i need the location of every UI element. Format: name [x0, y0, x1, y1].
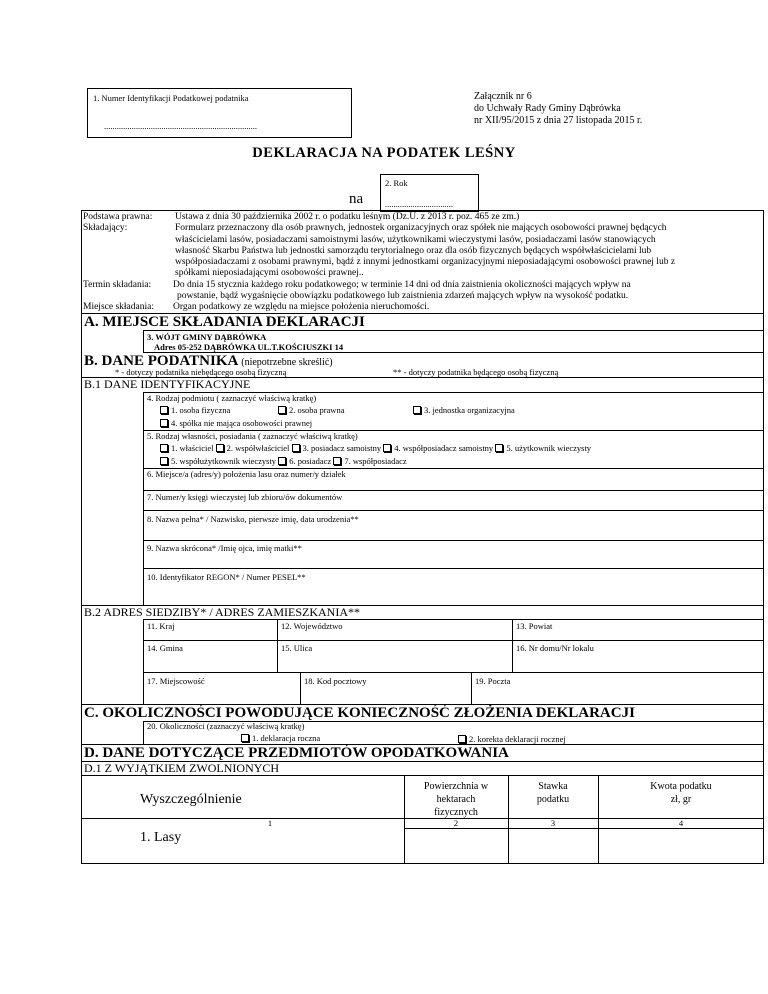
section-b-title-text: B. DANE PODATNIKA	[84, 353, 238, 369]
b2-title: B.2 ADRES SIEDZIBY* / ADRES ZAMIESZKANIA**	[84, 605, 361, 619]
c-option-1-label: 1. deklaracja roczna	[252, 733, 321, 743]
legal-label: Podstawa prawna:	[83, 212, 153, 222]
nip-field[interactable]	[87, 88, 352, 138]
f5-option-2[interactable]: 2. współwłaściciel	[226, 443, 290, 453]
submitter-text-2: właścicielami lasów, posiadaczami samoistnymi lasów, użytkownikami wieczystymi lasów, posiadaczami lasów stanowiących	[175, 235, 656, 245]
f5-option-7[interactable]: 6. posiadacz	[289, 456, 332, 466]
nip-dots: ........................................................................	[104, 121, 257, 131]
f5-option-6[interactable]: 5. współużytkownik wieczysty	[171, 456, 277, 466]
section-b-title-note: (niepotrzebne skreślić)	[241, 357, 333, 368]
col-header-1: Wyszczególnienie	[140, 792, 242, 807]
c-option-2[interactable]	[458, 734, 566, 744]
submitter-text-4: współposiadaczami z osobami prawnymi, bądź z innymi jednostkami organizacyjnymi nieposiadającymi osobowości prawnej lub z	[175, 257, 676, 267]
annex-line-3: nr XII/95/2015 z dnia 27 listopada 2015 r.	[474, 115, 643, 126]
col-header-2-l2: hektarach	[436, 794, 476, 805]
field-18[interactable]: 18. Kod pocztowy	[304, 676, 367, 686]
field-8[interactable]: 8. Nazwa pełna* / Nazwisko, pierwsze imię, data urodzenia**	[147, 514, 359, 524]
col-header-3-l2: podatku	[536, 794, 570, 805]
col-number-2: 2	[453, 818, 459, 828]
field-5-label: 5. Rodzaj własności, posiadania ( zaznaczyć właściwą kratkę)	[147, 431, 358, 441]
col-header-4-l1: Kwota podatku	[650, 781, 712, 792]
col-header-2-l1: Powierzchnia w	[423, 781, 489, 792]
f4-option-2[interactable]	[278, 405, 344, 415]
field-20-label: 20. Okoliczności (zaznaczyć właściwą kratkę)	[147, 721, 305, 731]
d1-title: D.1 Z WYJĄTKIEM ZWOLNIONYCH	[84, 761, 280, 775]
f5-option-1[interactable]: 1. właściciel	[171, 443, 214, 453]
checkbox-icon[interactable]	[292, 444, 300, 452]
section-a-title: A. MIEJSCE SKŁADANIA DEKLARACJI	[84, 314, 365, 330]
annex-line-2: do Uchwały Rady Gminy Dąbrówka	[474, 103, 621, 114]
c-option-2-label: 2. korekta deklaracji rocznej	[469, 734, 566, 744]
field-6[interactable]: 6. Miejsce/a (adres/y) położenia lasu oraz numer/y działek	[147, 469, 346, 479]
f5-option-8[interactable]: 7. współposiadacz	[344, 456, 407, 466]
row-lasy-label: 1. Lasy	[140, 830, 182, 845]
col-header-4-l2: zł, gr	[670, 794, 692, 805]
f5-options-row-1	[160, 443, 591, 453]
year-label: 2. Rok	[385, 178, 408, 188]
field-19[interactable]: 19. Poczta	[475, 676, 511, 686]
field-13[interactable]: 13. Powiat	[516, 621, 553, 631]
c-option-1[interactable]	[241, 733, 320, 743]
annex-line-1: Załącznik nr 6	[474, 91, 532, 102]
deadline-text-2: powstanie, bądź wygaśnięcie obowiązku podatkowego lub zaistnienia zdarzeń mających wpływ na wysokość podatku.	[177, 291, 629, 301]
field-3	[143, 330, 764, 353]
checkbox-icon[interactable]	[160, 406, 168, 414]
checkbox-icon[interactable]	[160, 457, 168, 465]
year-dots: ................................	[385, 199, 453, 209]
col-number-3: 3	[550, 818, 556, 828]
submitter-label: Składający:	[83, 223, 128, 233]
f4-option-3[interactable]	[413, 405, 515, 415]
field-4-label: 4. Rodzaj podmiotu ( zaznaczyć właściwą kratkę)	[147, 393, 317, 403]
checkbox-icon[interactable]	[241, 734, 249, 742]
field-17[interactable]: 17. Miejscowość	[147, 676, 205, 686]
checkbox-icon[interactable]	[216, 444, 224, 452]
section-c-title: C. OKOLICZNOŚCI POWODUJĄCE KONIECZNOŚĆ ZŁOŻENIA DEKLARACJI	[84, 705, 635, 721]
section-b-note-right: ** - dotyczy podatnika będącego osobą fizyczną	[393, 367, 559, 377]
f4-option-3-label: 3. jednostka organizacyjna	[424, 405, 515, 415]
col-number-4: 4	[678, 818, 684, 828]
f4-option-4[interactable]	[160, 418, 312, 428]
checkbox-icon[interactable]	[495, 444, 503, 452]
nip-label: 1. Numer Identyfikacji Podatkowej podatnika	[93, 93, 249, 103]
field-3-line-1: 3. WÓJT GMINY DĄBRÓWKA	[147, 332, 267, 342]
place-label: Miejsce składania:	[83, 302, 154, 312]
field-7[interactable]: 7. Numer/y księgi wieczystej lub zbioru/ów dokumentów	[147, 492, 343, 502]
checkbox-icon[interactable]	[333, 457, 341, 465]
page-title: DEKLARACJA NA PODATEK LEŚNY	[252, 145, 516, 161]
f5-options-row-2	[160, 456, 407, 466]
col-header-3-l1: Stawka	[538, 781, 568, 792]
field-15[interactable]: 15. Ulica	[281, 643, 313, 653]
field-12[interactable]: 12. Województwo	[281, 621, 343, 631]
f4-option-2-label: 2. osoba prawna	[289, 405, 345, 415]
f4-option-4-label: 4. spółka nie mająca osobowości prawnej	[171, 418, 313, 428]
legal-text: Ustawa z dnia 30 października 2002 r. o podatku leśnym (Dz.U. z 2013 r. poz. 465 ze zm.)	[175, 212, 520, 222]
field-10[interactable]: 10. Identyfikator REGON* / Numer PESEL**	[147, 572, 306, 582]
submitter-text-3: własność Skarbu Państwa lub jednostki samorządu terytorialnego oraz dla osób fizycznych będących współwłaścicielami lub	[175, 246, 652, 256]
section-d-title: D. DANE DOTYCZĄCE PRZEDMIOTÓW OPODATKOWANIA	[84, 745, 509, 761]
submitter-text-5: spółkami nieposiadającymi osobowości prawnej..	[175, 268, 364, 278]
field-9[interactable]: 9. Nazwa skrócona* /Imię ojca, imię matki**	[147, 543, 302, 553]
f5-option-3[interactable]: 3. posiadacz samoistny	[302, 443, 382, 453]
year-field[interactable]	[380, 174, 479, 212]
deadline-text-1: Do dnia 15 stycznia każdego roku podatkowego; w terminie 14 dni od dnia zaistnienia okoliczności mających wpływ na	[173, 280, 631, 290]
section-b-note-left: * - dotyczy podatnika niebędącego osobą fizyczną	[115, 367, 287, 377]
field-14[interactable]: 14. Gmina	[147, 643, 183, 653]
col-header-2-l3: fizycznych	[434, 807, 478, 818]
f4-option-1-label: 1. osoba fizyczna	[171, 405, 231, 415]
checkbox-icon[interactable]	[413, 406, 421, 414]
checkbox-icon[interactable]	[160, 444, 168, 452]
checkbox-icon[interactable]	[383, 444, 391, 452]
f5-option-5[interactable]: 5. użytkownik wieczysty	[506, 443, 592, 453]
b1-title: B.1 DANE IDENTYFIKACYJNE	[84, 377, 251, 391]
deadline-label: Termin składania:	[83, 280, 152, 290]
field-11[interactable]: 11. Kraj	[147, 621, 175, 631]
col-number-1: 1	[267, 818, 273, 828]
f5-option-4[interactable]: 4. współposiadacz samoistny	[394, 443, 494, 453]
checkbox-icon[interactable]	[160, 419, 168, 427]
submitter-text-1: Formularz przeznaczony dla osób prawnych, jednostek organizacyjnych oraz spółek nie mających osobowości prawnej będących	[175, 223, 667, 233]
f4-option-1[interactable]	[160, 405, 230, 415]
checkbox-icon[interactable]	[278, 457, 286, 465]
field-16[interactable]: 16. Nr domu/Nr lokalu	[516, 643, 594, 653]
checkbox-icon[interactable]	[278, 406, 286, 414]
year-prefix: na	[349, 191, 364, 207]
checkbox-icon[interactable]	[458, 735, 466, 743]
place-text: Organ podatkowy ze względu na miejsce położenia nieruchomości.	[173, 302, 430, 312]
field-3-line-2: Adres 05-252 DĄBRÓWKA UL.T.KOŚCIUSZKI 14	[154, 342, 344, 352]
